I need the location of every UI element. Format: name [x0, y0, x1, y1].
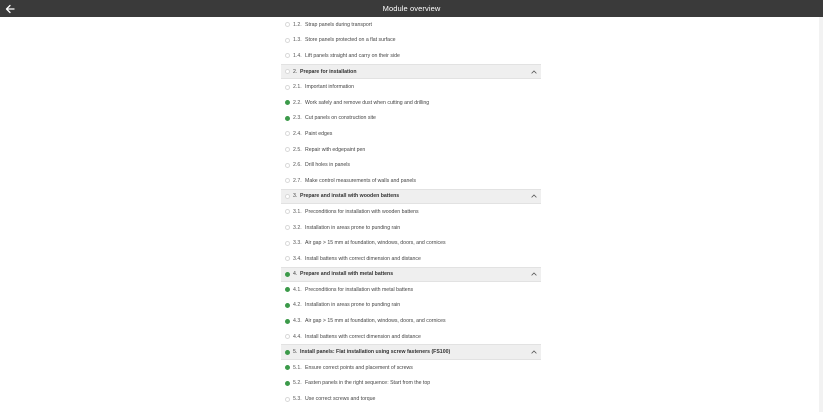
lesson-title: Install battens with correct dimension and distance: [305, 255, 421, 262]
lesson-item[interactable]: [281, 360, 541, 376]
completed-status-icon: [285, 287, 290, 292]
section-title: Prepare and install with wooden battens: [300, 193, 400, 200]
completed-status-icon: [285, 272, 290, 277]
scrollbar[interactable]: [819, 17, 823, 412]
status-circle-icon: [285, 397, 290, 402]
section-number: 3.: [293, 193, 298, 200]
completed-status-icon: [285, 303, 290, 308]
lesson-item[interactable]: [281, 126, 541, 142]
lesson-number: 5.1.: [293, 364, 302, 371]
lesson-item[interactable]: [281, 282, 541, 298]
lesson-number: 4.4.: [293, 333, 302, 340]
section-title: Install panels: Flat installation using screw fasteners (FS100): [300, 349, 451, 356]
lesson-title: Important information: [305, 84, 355, 91]
section-number: 4.: [293, 271, 298, 278]
status-circle-icon: [285, 53, 290, 58]
lesson-title: Store panels protected on a flat surface: [305, 37, 396, 44]
lesson-title: Paint edges: [305, 130, 333, 137]
lesson-number: 3.1.: [293, 208, 302, 215]
lesson-number: 5.3.: [293, 396, 302, 403]
lesson-item[interactable]: [281, 17, 541, 33]
lesson-number: 2.1.: [293, 84, 302, 91]
top-bar: [0, 0, 823, 17]
lesson-title: Strap panels during transport: [305, 21, 372, 28]
module-list: [281, 17, 541, 407]
lesson-item[interactable]: [281, 235, 541, 251]
completed-status-icon: [285, 381, 290, 386]
lesson-title: Use correct screws and torque: [305, 396, 376, 403]
lesson-title: Air gap > 15 mm at foundation, windows, doors, and cornices: [305, 240, 446, 247]
lesson-title: Drill holes in panels: [305, 162, 350, 169]
status-circle-icon: [285, 163, 290, 168]
status-circle-icon: [285, 22, 290, 27]
status-circle-icon: [285, 178, 290, 183]
lesson-number: 3.4.: [293, 255, 302, 262]
section-number: 5.: [293, 349, 298, 356]
section-header[interactable]: [281, 267, 541, 283]
lesson-title: Air gap > 15 mm at foundation, windows, doors, and cornices: [305, 318, 446, 325]
status-circle-icon: [285, 38, 290, 43]
status-circle-icon: [285, 147, 290, 152]
lesson-number: 4.3.: [293, 318, 302, 325]
lesson-title: Lift panels straight and carry on their side: [305, 52, 400, 59]
lesson-title: Installation in areas prone to punding rain: [305, 302, 401, 309]
lesson-item[interactable]: [281, 220, 541, 236]
lesson-number: 4.1.: [293, 286, 302, 293]
status-circle-icon: [285, 131, 290, 136]
lesson-number: 2.4.: [293, 130, 302, 137]
status-circle-icon: [285, 69, 290, 74]
status-circle-icon: [285, 241, 290, 246]
completed-status-icon: [285, 116, 290, 121]
collapse-button[interactable]: [530, 349, 537, 356]
lesson-number: 1.4.: [293, 52, 302, 59]
lesson-number: 2.6.: [293, 162, 302, 169]
lesson-item[interactable]: [281, 157, 541, 173]
lesson-title: Install battens with correct dimension and distance: [305, 333, 421, 340]
lesson-number: 4.2.: [293, 302, 302, 309]
section-header[interactable]: [281, 189, 541, 205]
lesson-item[interactable]: [281, 313, 541, 329]
completed-status-icon: [285, 319, 290, 324]
lesson-number: 2.3.: [293, 115, 302, 122]
lesson-item[interactable]: [281, 173, 541, 189]
lesson-item[interactable]: [281, 95, 541, 111]
lesson-item[interactable]: [281, 329, 541, 345]
completed-status-icon: [285, 350, 290, 355]
lesson-item[interactable]: [281, 111, 541, 127]
lesson-number: 3.3.: [293, 240, 302, 247]
section-number: 2.: [293, 68, 298, 75]
lesson-number: 2.5.: [293, 146, 302, 153]
lesson-title: Work safely and remove dust when cutting and drilling: [305, 99, 430, 106]
lesson-item[interactable]: [281, 376, 541, 392]
lesson-number: 1.2.: [293, 21, 302, 28]
status-circle-icon: [285, 85, 290, 90]
lesson-title: Preconditions for installation with metal battens: [305, 286, 414, 293]
status-circle-icon: [285, 334, 290, 339]
lesson-title: Ensure correct points and placement of screws: [305, 364, 413, 371]
chevron-up-icon: [531, 70, 537, 74]
completed-status-icon: [285, 100, 290, 105]
page-title: Module overview: [382, 4, 441, 13]
collapse-button[interactable]: [530, 271, 537, 278]
chevron-up-icon: [531, 272, 537, 276]
lesson-item[interactable]: [281, 142, 541, 158]
completed-status-icon: [285, 365, 290, 370]
section-title: Prepare and install with metal battens: [300, 271, 394, 278]
status-circle-icon: [285, 194, 290, 199]
lesson-title: Fasten panels in the right sequence: Start from the top: [305, 380, 431, 387]
lesson-item[interactable]: [281, 391, 541, 407]
lesson-item[interactable]: [281, 298, 541, 314]
lesson-item[interactable]: [281, 251, 541, 267]
section-header[interactable]: [281, 344, 541, 360]
collapse-button[interactable]: [530, 68, 537, 75]
status-circle-icon: [285, 256, 290, 261]
lesson-number: 2.7.: [293, 177, 302, 184]
lesson-item[interactable]: [281, 33, 541, 49]
section-header[interactable]: [281, 64, 541, 80]
collapse-button[interactable]: [530, 193, 537, 200]
lesson-title: Cut panels on construction site: [305, 115, 376, 122]
lesson-title: Make control measurements of walls and panels: [305, 177, 417, 184]
lesson-number: 5.2.: [293, 380, 302, 387]
status-circle-icon: [285, 209, 290, 214]
section-title: Prepare for installation: [300, 68, 357, 75]
lesson-item[interactable]: [281, 204, 541, 220]
lesson-number: 2.2.: [293, 99, 302, 106]
chevron-up-icon: [531, 350, 537, 354]
status-circle-icon: [285, 225, 290, 230]
lesson-number: 1.3.: [293, 37, 302, 44]
lesson-item[interactable]: [281, 79, 541, 95]
lesson-title: Repair with edgepaint pen: [305, 146, 366, 153]
lesson-title: Preconditions for installation with wooden battens: [305, 208, 419, 215]
lesson-item[interactable]: [281, 48, 541, 64]
chevron-up-icon: [531, 194, 537, 198]
lesson-number: 3.2.: [293, 224, 302, 231]
lesson-title: Installation in areas prone to punding rain: [305, 224, 401, 231]
